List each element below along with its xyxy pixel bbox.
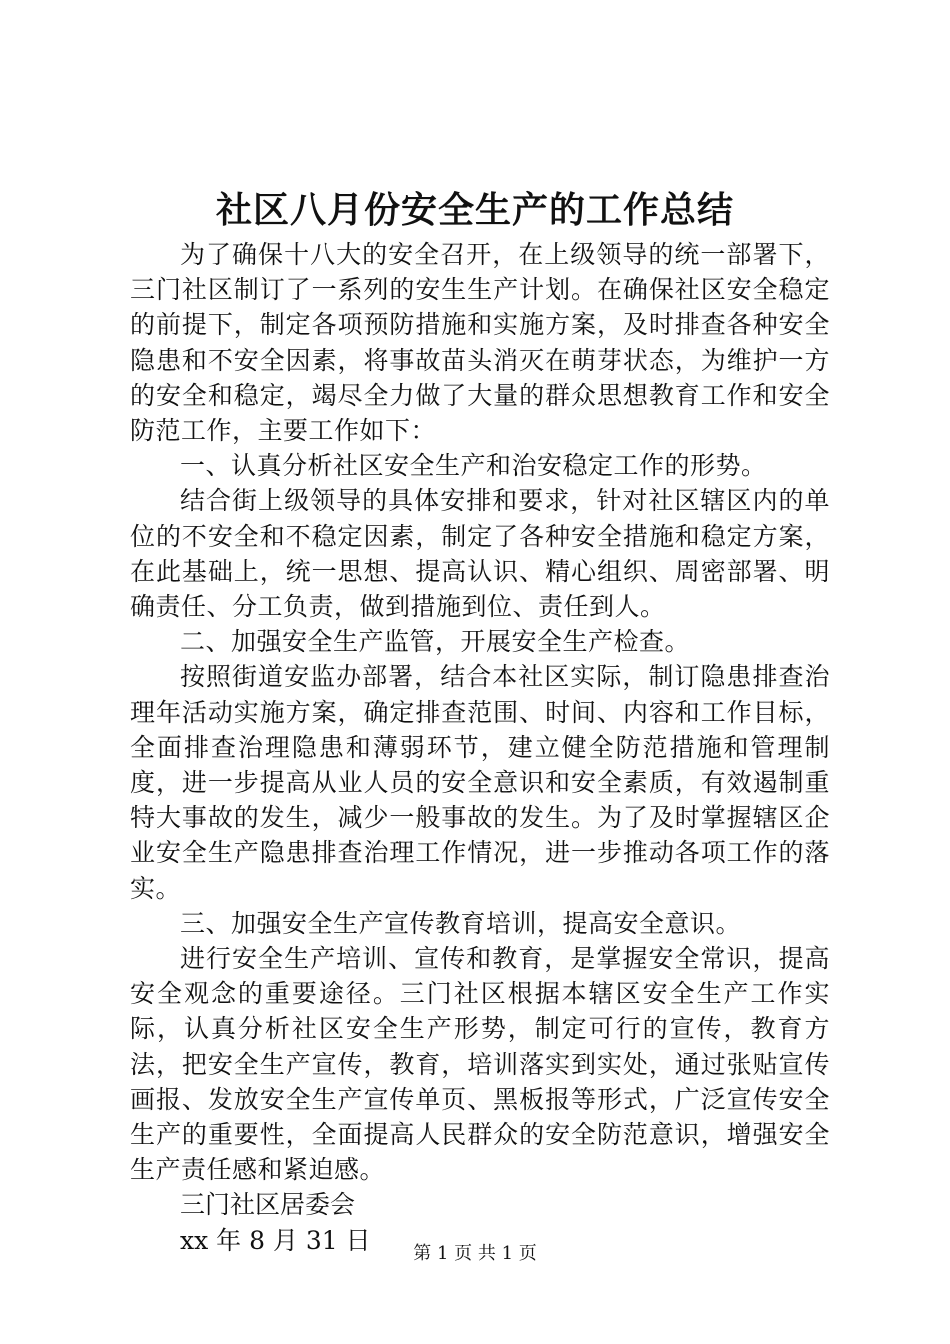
document-body [130, 237, 830, 1258]
page-footer: 第 1 页 共 1 页 [413, 1243, 537, 1264]
paragraph-section-2: 按照街道安监办部署，结合本社区实际，制订隐患排查治理年活动实施方案，确定排查范围、时间、内容和工作目标，全面排查治理隐患和薄弱环节，建立健全防范措施和管理制度，进一步提高从业人员的安全意识和安全素质，有效遏制重特大事故的发生，减少一般事故的发生。为了及时掌握辖区企业安全生产隐患排查治理工作情况，进一步推动各项工作的落实。 [130, 662, 830, 903]
section-heading-2: 二、加强安全生产监管，开展安全生产检查。 [180, 627, 691, 657]
paragraph-section-1: 结合街上级领导的具体安排和要求，针对社区辖区内的单位的不安全和不稳定因素，制定了各种安全措施和稳定方案，在此基础上，统一思想、提高认识、精心组织、周密部署、明确责任、分工负责，做到措施到位、责任到人。 [130, 486, 830, 622]
paragraph-section-3: 进行安全生产培训、宣传和教育，是掌握安全常识，提高安全观念的重要途径。三门社区根据本辖区安全生产工作实际，认真分析社区安全生产形势，制定可行的宣传，教育方法，把安全生产宣传，教育，培训落实到实处，通过张贴宣传画报、发放安全生产宣传单页、黑板报等形式，广泛宣传安全生产的重要性，全面提高人民群众的安全防范意识，增强安全生产责任感和紧迫感。 [130, 944, 830, 1185]
section-heading-1: 一、认真分析社区安全生产和治安稳定工作的形势。 [180, 451, 767, 481]
signature-date: xx 年 8 月 31 日 [180, 1225, 371, 1255]
signature-organization: 三门社区居委会 [180, 1190, 356, 1220]
document-title: 社区八月份安全生产的工作总结 [215, 189, 734, 231]
paragraph-intro: 为了确保十八大的安全召开，在上级领导的统一部署下，三门社区制订了一系列的安生生产计划。在确保社区安全稳定的前提下，制定各项预防措施和实施方案，及时排查各种安全隐患和不安全因素，将事故苗头消灭在萌芽状态，为维护一方的安全和稳定，竭尽全力做了大量的群众思想教育工作和安全防范工作，主要工作如下： [130, 240, 830, 446]
section-heading-3: 三、加强安全生产宣传教育培训，提高安全意识。 [180, 908, 742, 938]
